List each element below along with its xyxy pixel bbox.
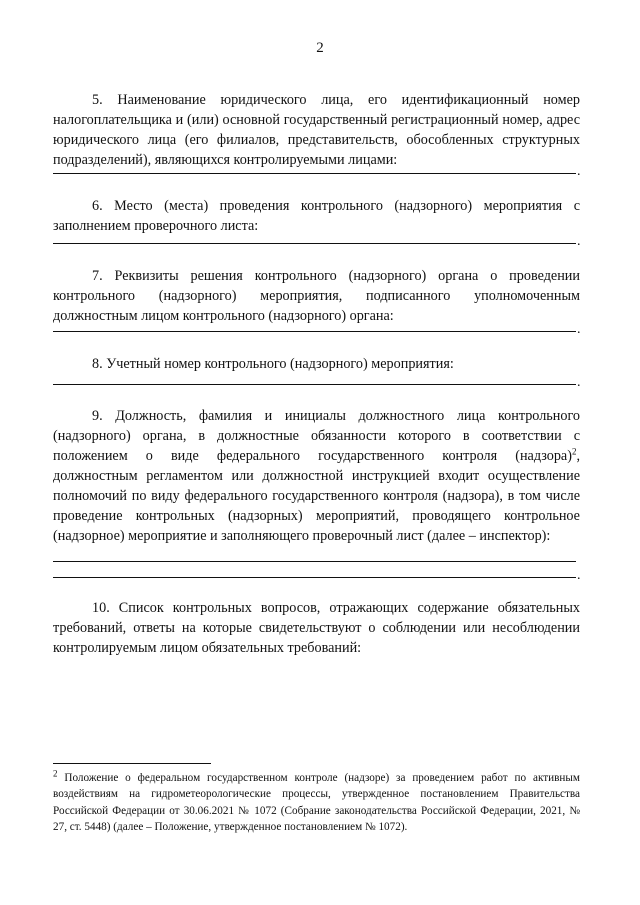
- footnote-reference: 2: [571, 446, 577, 457]
- item-5-text: [53, 90, 580, 170]
- item-5-label: 5. Наименование юридического лица, его идентификационный номер налогоплательщика и (или) основной государственный регистрационный номер, адрес юридического лица (его филиалов, представительств, обособленных структурных подразделений), являющихся контролируемыми лицами:: [53, 92, 580, 168]
- item-9-label-part1: 9. Должность, фамилия и инициалы должностного лица контрольного (надзорного) органа, в должностные обязанности которого в соответствии с положением о виде федерального государственного контроля (надзора): [53, 408, 580, 464]
- item-9-fill-line-2: [53, 577, 576, 578]
- item-6-line-end: .: [577, 234, 581, 249]
- item-8-line-end: .: [577, 375, 581, 390]
- footnote-separator: [53, 763, 211, 764]
- item-9-label-part2: , должностным регламентом или должностной инструкцией входит осуществление полномочий по виду федерального государственного контроля (надзора), в том числе проведение контрольных (надзорных) мероприятий, проводящего контрольное (надзорное) мероприятие и заполняющего проверочный лист (далее – инспектор):: [53, 448, 580, 544]
- item-10-label: 10. Список контрольных вопросов, отражающих содержание обязательных требований, ответы на которые свидетельствуют о соблюдении или несоблюдении контролируемым лицом обязательных требований:: [53, 600, 580, 656]
- item-5-fill-line: [53, 173, 576, 174]
- item-7-line-end: .: [577, 322, 581, 337]
- item-8-label: 8. Учетный номер контрольного (надзорного) мероприятия:: [92, 356, 454, 372]
- item-5-line-end: .: [577, 164, 581, 179]
- footnote: [53, 770, 580, 835]
- item-8-text: [53, 354, 580, 374]
- item-9-fill-line-1: [53, 561, 576, 562]
- item-9-text: [53, 406, 580, 546]
- page-number: 2: [316, 40, 324, 56]
- item-6-text: [53, 196, 580, 236]
- item-10-text: [53, 598, 580, 658]
- item-7-text: [53, 266, 580, 326]
- item-8-fill-line: [53, 384, 576, 385]
- item-6-label: 6. Место (места) проведения контрольного (надзорного) мероприятия с заполнением проверочного листа:: [53, 198, 580, 234]
- item-6-fill-line: [53, 243, 576, 244]
- item-7-fill-line: [53, 331, 576, 332]
- footnote-marker: 2: [53, 768, 58, 779]
- footnote-text: Положение о федеральном государственном контроле (надзоре) за проведением работ по активным воздействиям на гидрометеорологические процессы, утвержденное постановлением Правительства Российской Федерации от 30.06.2021 № 1072 (Собрание законодательства Российской Федерации, 2021, № 27, ст. 5448) (далее – Положение, утвержденное постановлением № 1072).: [53, 772, 580, 833]
- item-9-line-end: .: [577, 568, 581, 583]
- item-7-label: 7. Реквизиты решения контрольного (надзорного) органа о проведении контрольного (надзорного) мероприятия, подписанного уполномоченным должностным лицом контрольного (надзорного) органа:: [53, 268, 580, 324]
